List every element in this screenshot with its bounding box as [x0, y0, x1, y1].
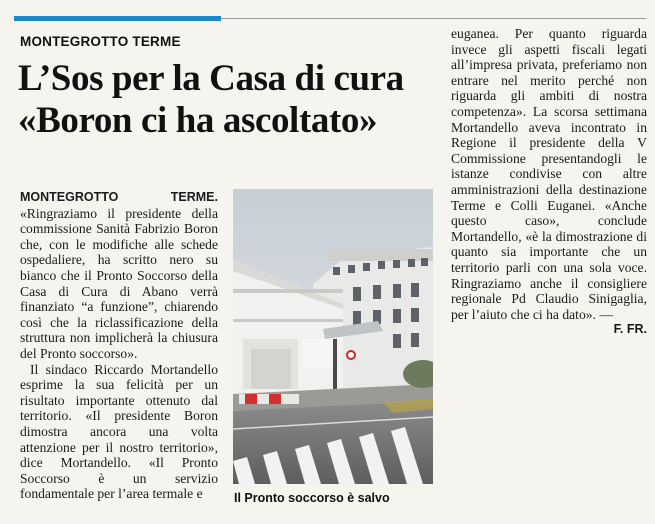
section-accent-bar [14, 16, 221, 21]
section-rule [221, 18, 646, 19]
headline-line-2: «Boron ci ha ascoltato» [18, 100, 378, 141]
hospital-photo [233, 189, 433, 484]
headline-line-1: L’Sos per la Casa di cura [18, 58, 404, 99]
paragraph-1 [20, 189, 218, 362]
paragraph-1-text: «Ringraziamo il presidente della commissione Sanità Fabrizio Boron che, con le modifiche alle schede ospedaliere, ha scritto nero su bianco che il Pronto Soccorso della Casa di Cura di Abano verrà finanziato “a funzione”, chiarendo così che la riclassificazione della struttura non implicherà la chiusura del Pronto soccorso». [20, 205, 218, 361]
author-signature: F. FR. [613, 322, 647, 337]
dateline: MONTEGROTTO TERME. [20, 190, 218, 204]
article-column-left [20, 189, 218, 502]
hospital-building-image [233, 189, 433, 484]
article-column-right [451, 26, 647, 338]
paragraph-2-continued: euganea. Per quanto riguarda invece gli aspetti fiscali legati all’impresa privata, preferiamo non entrare nel merito perché non riguarda gli ambiti di nostra competenza». La scorsa settimana Mortandello aveva incontrato in Regione il presidente della V Commissione presentandogli le istanze condivise con altre amministrazioni della destinazione Terme e Colli Euganei. «Anche questo caso», conclude Mortandello, «è la dimostrazione di quanto sia importante che un territorio parli con una sola voce. Ringraziamo anche il consigliere regionale Pd Claudio Sinigaglia, per l’aiuto che ci ha dato». — [451, 26, 647, 322]
photo-caption: Il Pronto soccorso è salvo [234, 491, 390, 505]
paragraph-2-start: Il sindaco Riccardo Mortandello esprime la sua felicità per un risultato importante ottenuto dal territorio. «Il presidente Boron dimostra ancora una volta attenzione per il nostro territorio», dice Mortandello. «Il Pronto Soccorso è un servizio fondamentale per l’area termale e [20, 361, 218, 502]
headline [18, 58, 438, 142]
kicker-location: MONTEGROTTO TERME [20, 34, 181, 49]
